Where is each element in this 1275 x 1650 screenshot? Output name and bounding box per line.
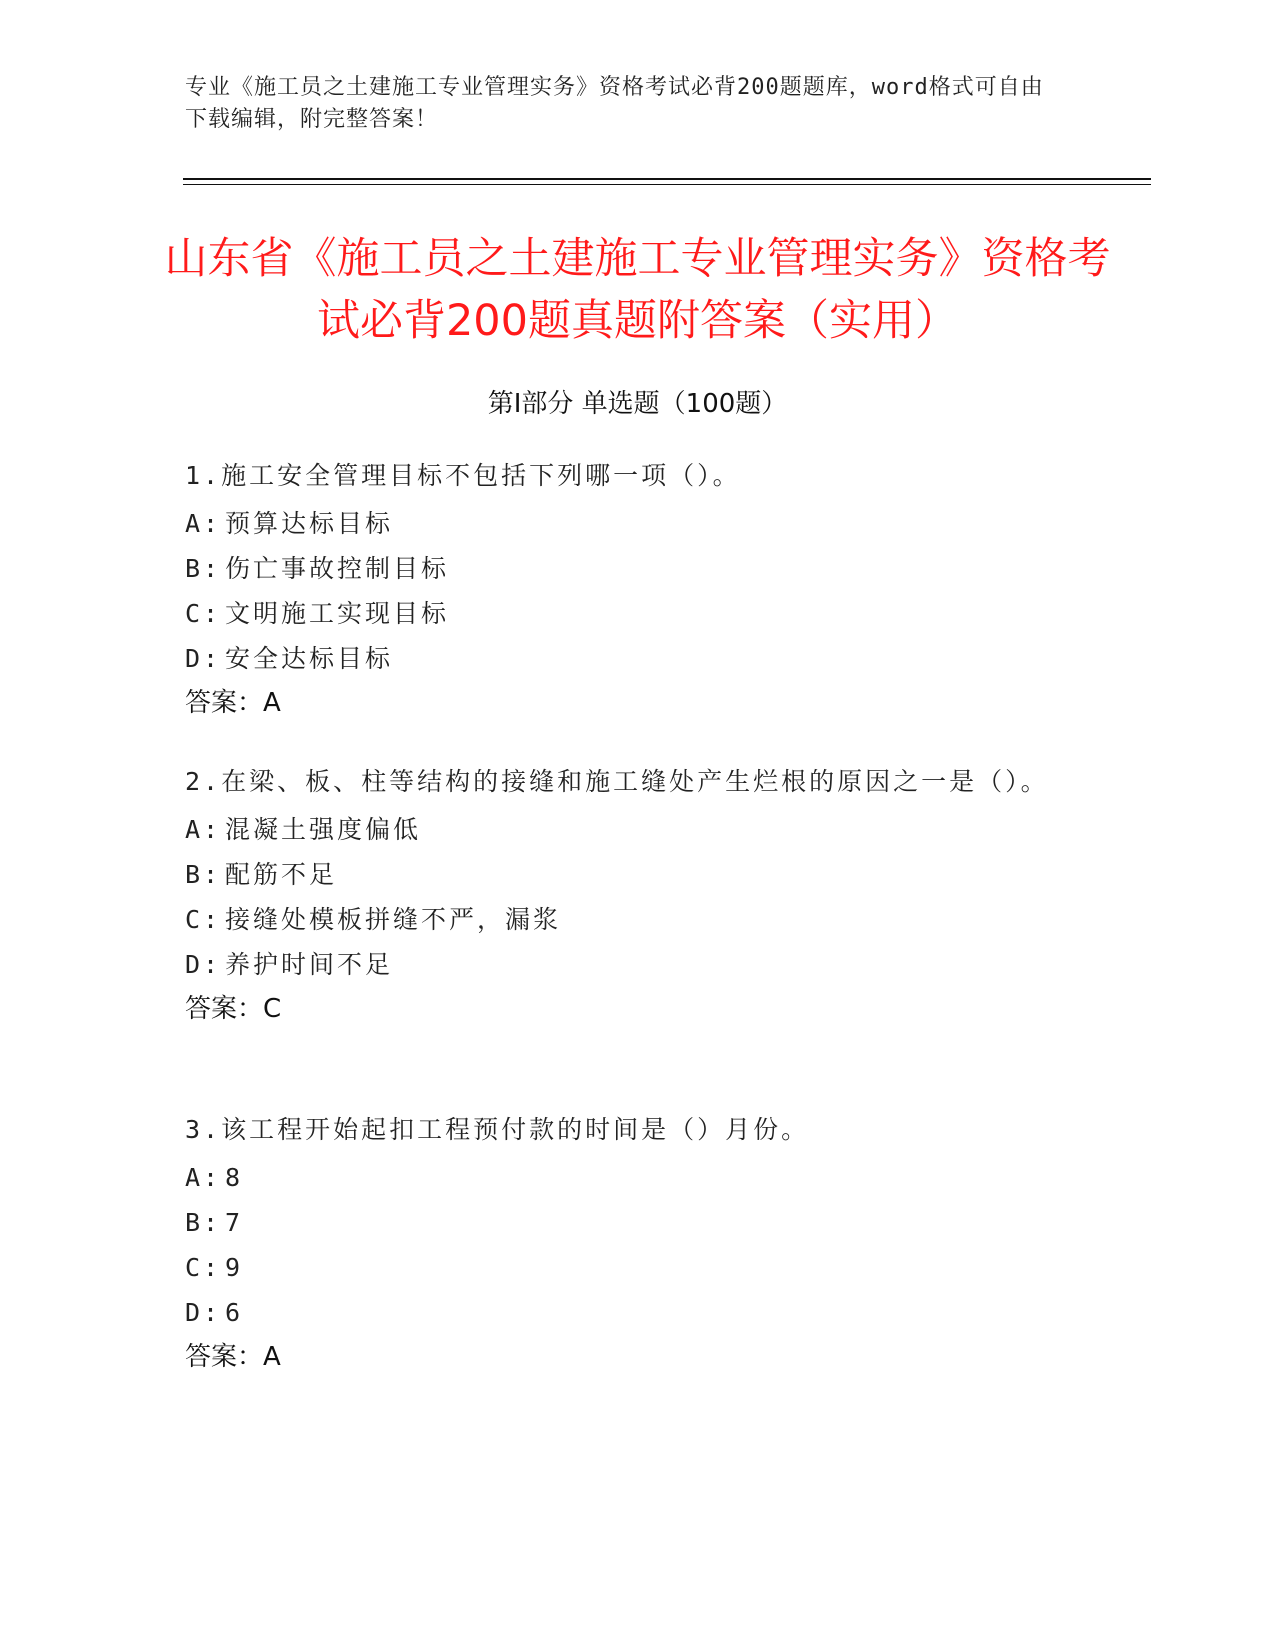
option-letter: A: — [185, 509, 222, 538]
option-text: 安全达标目标 — [225, 644, 394, 673]
option-letter: B: — [185, 1208, 222, 1237]
option-letter: C: — [185, 599, 222, 628]
document-title: 山东省《施工员之土建施工专业管理实务》资格考试必背200题真题附答案（实用） — [164, 234, 1111, 346]
option-letter: B: — [185, 860, 222, 889]
answer: 答案：A — [185, 688, 281, 718]
option-text: 接缝处模板拼缝不严，漏浆 — [225, 905, 562, 934]
option-d — [185, 942, 1065, 987]
header-note: 专业《施工员之土建施工专业管理实务》资格考试必背200题题库，word格式可自由下载编辑，附完整答案！ — [185, 75, 1044, 132]
option-letter: D: — [185, 1298, 222, 1327]
option-text: 伤亡事故控制目标 — [225, 554, 450, 583]
question-stem: 3.该工程开始起扣工程预付款的时间是（）月份。 — [185, 1115, 810, 1144]
option-b — [185, 852, 1065, 897]
section-title: 第Ⅰ部分 单选题（100题） — [487, 389, 788, 419]
question-2 — [185, 762, 1065, 1032]
option-text: 8 — [225, 1163, 244, 1192]
option-a — [185, 807, 1065, 852]
answer: 答案：A — [185, 1342, 281, 1372]
option-letter: D: — [185, 644, 222, 673]
option-text: 养护时间不足 — [225, 950, 394, 979]
option-letter: C: — [185, 1253, 222, 1282]
question-stem: 2.在梁、板、柱等结构的接缝和施工缝处产生烂根的原因之一是（）。 — [185, 767, 1049, 796]
option-a — [185, 1155, 1065, 1200]
option-text: 混凝土强度偏低 — [225, 815, 422, 844]
option-c — [185, 897, 1065, 942]
option-text: 6 — [225, 1298, 244, 1327]
header-rule-thick — [183, 178, 1151, 180]
option-d — [185, 636, 1065, 681]
question-stem: 1.施工安全管理目标不包括下列哪一项（）。 — [185, 461, 741, 490]
option-letter: B: — [185, 554, 222, 583]
option-c — [185, 1245, 1065, 1290]
option-letter: D: — [185, 950, 222, 979]
option-text: 7 — [225, 1208, 244, 1237]
option-letter: A: — [185, 1163, 222, 1192]
option-c — [185, 591, 1065, 636]
answer: 答案：C — [185, 994, 282, 1024]
option-text: 配筋不足 — [225, 860, 338, 889]
option-text: 文明施工实现目标 — [225, 599, 450, 628]
option-letter: A: — [185, 815, 222, 844]
question-3 — [185, 1110, 1065, 1380]
option-text: 预算达标目标 — [225, 509, 394, 538]
option-b — [185, 546, 1065, 591]
question-1 — [185, 456, 1065, 726]
option-b — [185, 1200, 1065, 1245]
option-a — [185, 501, 1065, 546]
option-text: 9 — [225, 1253, 244, 1282]
option-d — [185, 1290, 1065, 1335]
header-rule-thin — [183, 184, 1151, 185]
option-letter: C: — [185, 905, 222, 934]
